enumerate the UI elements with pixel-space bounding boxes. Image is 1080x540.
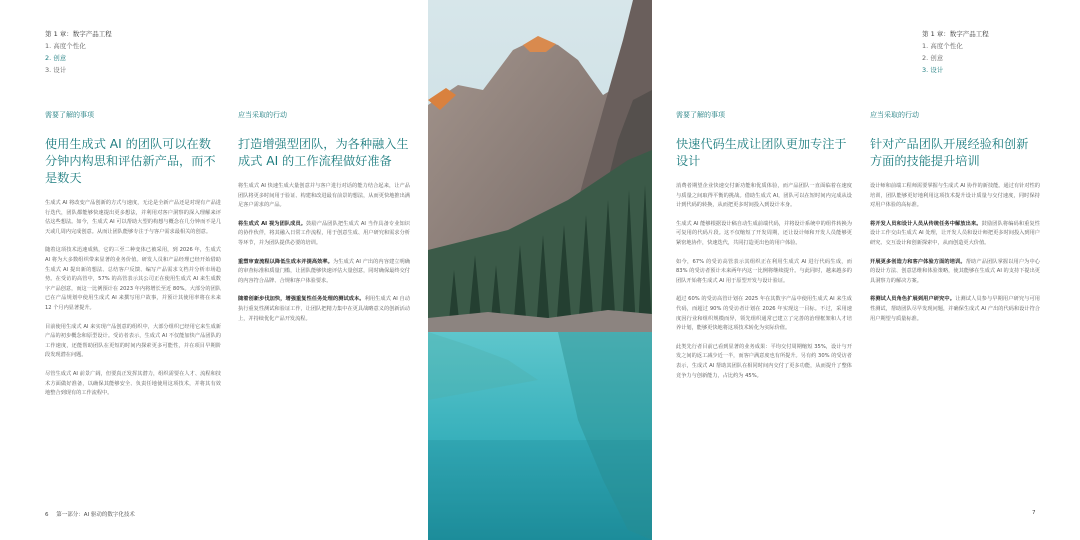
body-paragraph: 将测试人员角色扩展到用户研究中。让测试人员参与早期用户研究与可用性测试，帮助团队尽早发现问题，并确保生成式 AI 产出的代码和设计符合用户期望与质量标准。 [870, 296, 1040, 322]
left-column-know [45, 110, 221, 408]
section-eyebrow: 应当采取的行动 [238, 111, 287, 119]
right-column-action [870, 110, 1040, 333]
section-title: 使用生成式 AI 的团队可以在数分钟内构思和评估新产品，而不是数天 [45, 137, 216, 185]
nav-item-active[interactable]: 2. 创意 [45, 54, 67, 62]
section-eyebrow: 需要了解的事项 [45, 111, 94, 119]
body-paragraph: 随着创新步伐加快，增强重复性任务处理的测试成本。利用生成式 AI 自动执行重复性测试和验证工作，让团队把精力集中在更具战略意义的创新活动上，并持续优化产品开发流程。 [238, 296, 410, 322]
section-eyebrow: 应当采取的行动 [870, 111, 919, 119]
body-paragraph: 重塑审查流程以降低生成本并提高效率。为生成式 AI 产出的内容建立明确的审查标准和质量门槛，让团队能够快速评估大量创意，同时确保最终交付的内容符合品牌、合规和客户体验要求。 [238, 258, 410, 284]
right-column-know [676, 110, 852, 390]
left-page [0, 0, 428, 540]
section-eyebrow: 需要了解的事项 [676, 111, 725, 119]
paragraph-lead: 重塑审查流程以降低生成本并提高效率。 [238, 258, 333, 265]
section-title: 打造增强型团队，为各种融入生成式 AI 的工作流程做好准备 [238, 137, 409, 168]
footer-text: 第一部分：AI 驱动的数字化技术 [56, 512, 135, 518]
body-paragraph: 尽管生成式 AI 前景广阔，但要真正发挥其潜力，组织需要在人才、流程和技术方面做好准备，以确保其能够安全、负责任地使用这项技术，并将其有效地整合到现有的工作流程中。 [45, 370, 221, 397]
page-footer [1032, 510, 1036, 516]
body-paragraph: 设计师和前端工程师需要掌握与生成式 AI 协作的新技能。通过有针对性的培训，团队能够更好地利用这项技术提升设计质量与交付速度，同时保持对用户体验的高标准。 [870, 183, 1040, 209]
nav-item[interactable]: 1. 高度个性化 [922, 42, 963, 50]
body-paragraph: 开展更多创造力和客户体验方面的培训。帮助产品团队掌握以用户为中心的设计方法、创意思维和体验策略，使其能够在生成式 AI 的支持下提出更具洞察力的解决方案。 [870, 258, 1040, 284]
body-paragraph: 如今，67% 的受访高管表示其组织正在利用生成式 AI 进行代码生成，而 83% 的受访者预计未来两年内这一比例将继续提升。与此同时，越来越多的团队开始将生成式 AI 用于原型开发与设计验证。 [676, 258, 852, 284]
page-number: 7 [1032, 510, 1036, 516]
body-paragraph: 将生成式 AI 视为团队成员。鼓励产品团队把生成式 AI 当作具备专业知识的协作伙伴，将其融入日常工作流程，用于创意生成、用户研究和需求分析等环节，并为团队提供必要的培训。 [238, 220, 410, 246]
paragraph-lead: 将测试人员角色扩展到用户研究中。 [870, 296, 956, 303]
mountain-lake-photo [428, 0, 652, 540]
nav-item-active[interactable]: 3. 设计 [922, 66, 944, 74]
page-number: 6 [45, 512, 49, 518]
mountain-lake-illustration [428, 0, 652, 540]
body-paragraph: 消费者期望企业快速交付新功能和优质体验，而产品团队一直面临着在速度与质量之间取得平衡的挑战。借助生成式 AI，团队可以在短时间内完成从设计到代码的转换，从而把更多时间投入到设计本身。 [676, 183, 852, 209]
chapter-title: 第 1 章：数字产品工程 [45, 30, 112, 38]
paragraph-lead: 随着创新步伐加快，增强重复性任务处理的测试成本。 [238, 296, 365, 303]
nav-item[interactable]: 2. 创意 [922, 54, 944, 62]
body-paragraph: 此类先行者目前已看到显著的业务成果：平均交付周期缩短 35%，设计与开发之间的返工减少近一半，而客户满意度也有所提升。另有约 30% 的受访者表示，生成式 AI 帮助其团队在相同时间内交付了更多功能，从而提升了整体竞争力与创新能力，占比约为 45%。 [676, 343, 852, 379]
body-paragraph: 目前使用生成式 AI 来实现产品创意的组织中，大部分组织已经用它来生成新产品的初步概念和原型设计。受访者表示，生成式 AI 不仅能加快产品团队的工作速度，还能帮助团队在更短的时间内探索更多可能性，并在项目早期阶段发现潜在问题。 [45, 323, 221, 359]
body-paragraph: 将开发人员和设计人员从传统任务中解放出来。鼓励团队将编码和重复性设计工作交由生成式 AI 处理，让开发人员和设计师把更多时间投入到用户研究、交互设计和创新探索中，从而创造更大价值。 [870, 220, 1040, 246]
paragraph-lead: 将开发人员和设计人员从传统任务中解放出来。 [870, 220, 982, 227]
paragraph-lead: 将生成式 AI 视为团队成员。 [238, 220, 307, 227]
nav-item[interactable]: 3. 设计 [45, 66, 67, 74]
left-column-action [238, 110, 410, 333]
body-paragraph: 超过 60% 的受访高管计划在 2025 年在其数字产品中使用生成式 AI 来生成代码，而超过 90% 的受访者计划在 2026 年实现这一目标。不过，采用速度因行业和组织规模而异，领先组织通常已建立了完善的治理框架和人才培养计划，能够更快地将这项技术转化为实际价值。 [676, 296, 852, 332]
page-footer [45, 510, 135, 518]
body-paragraph: 生成式 AI 能够根据设计稿自动生成前端代码，并将设计系统中的组件转换为可复用的代码片段。这不仅缩短了开发周期，还让设计师和开发人员能够更紧密地协作，快速迭代，共同打造更出色的用户体验。 [676, 220, 852, 246]
body-paragraph: 将生成式 AI 快速生成大量创意并与客户进行对话的能力结合起来，让产品团队将更多时间用于验证、构建和改进最有前景的想法，从而更快地推出满足客户需求的产品。 [238, 183, 410, 209]
chapter-nav [922, 28, 989, 76]
section-title: 快速代码生成让团队更加专注于设计 [676, 137, 847, 168]
chapter-title: 第 1 章：数字产品工程 [922, 30, 989, 38]
paragraph-lead: 开展更多创造力和客户体验方面的培训。 [870, 258, 966, 265]
body-paragraph: 生成式 AI 将改变产品创新的方式与速度，无论是全新产品还是对现有产品进行迭代，团队都能够快速提出更多想法，并利用对客户洞察的深入理解来评估这些想法。如今，生成式 AI 可以帮助大型的构想与概念在几分钟而不是几天或几周内完成创意。从而让团队能够专注于与客户需求最相关的创意。 [45, 200, 221, 235]
body-paragraph: 随着这项技术迅速成熟，它的三至二种变体已被采用，到 2026 年，生成式 AI 将为大多数组织带来显著的业务价值。研发人员和产品经理已经开始借助生成式 AI 提出新的想法、总结客户反馈、编写产品需求文档并分析市场趋势。在受访的高管中，57% 的高管表示其公司正在使用生成式 AI 来生成数字产品创意，而这一比例预计在 2023 年内将增长至近 80%。大部分的团队已在产品规划中使用生成式 AI 来撰写用户故事，并预计其使用率将在未来 12 个月内显著提升。 [45, 247, 221, 311]
chapter-nav [45, 28, 112, 76]
section-title: 针对产品团队开展经验和创新方面的技能提升培训 [870, 137, 1029, 168]
right-page [652, 0, 1080, 540]
nav-item[interactable]: 1. 高度个性化 [45, 42, 86, 50]
